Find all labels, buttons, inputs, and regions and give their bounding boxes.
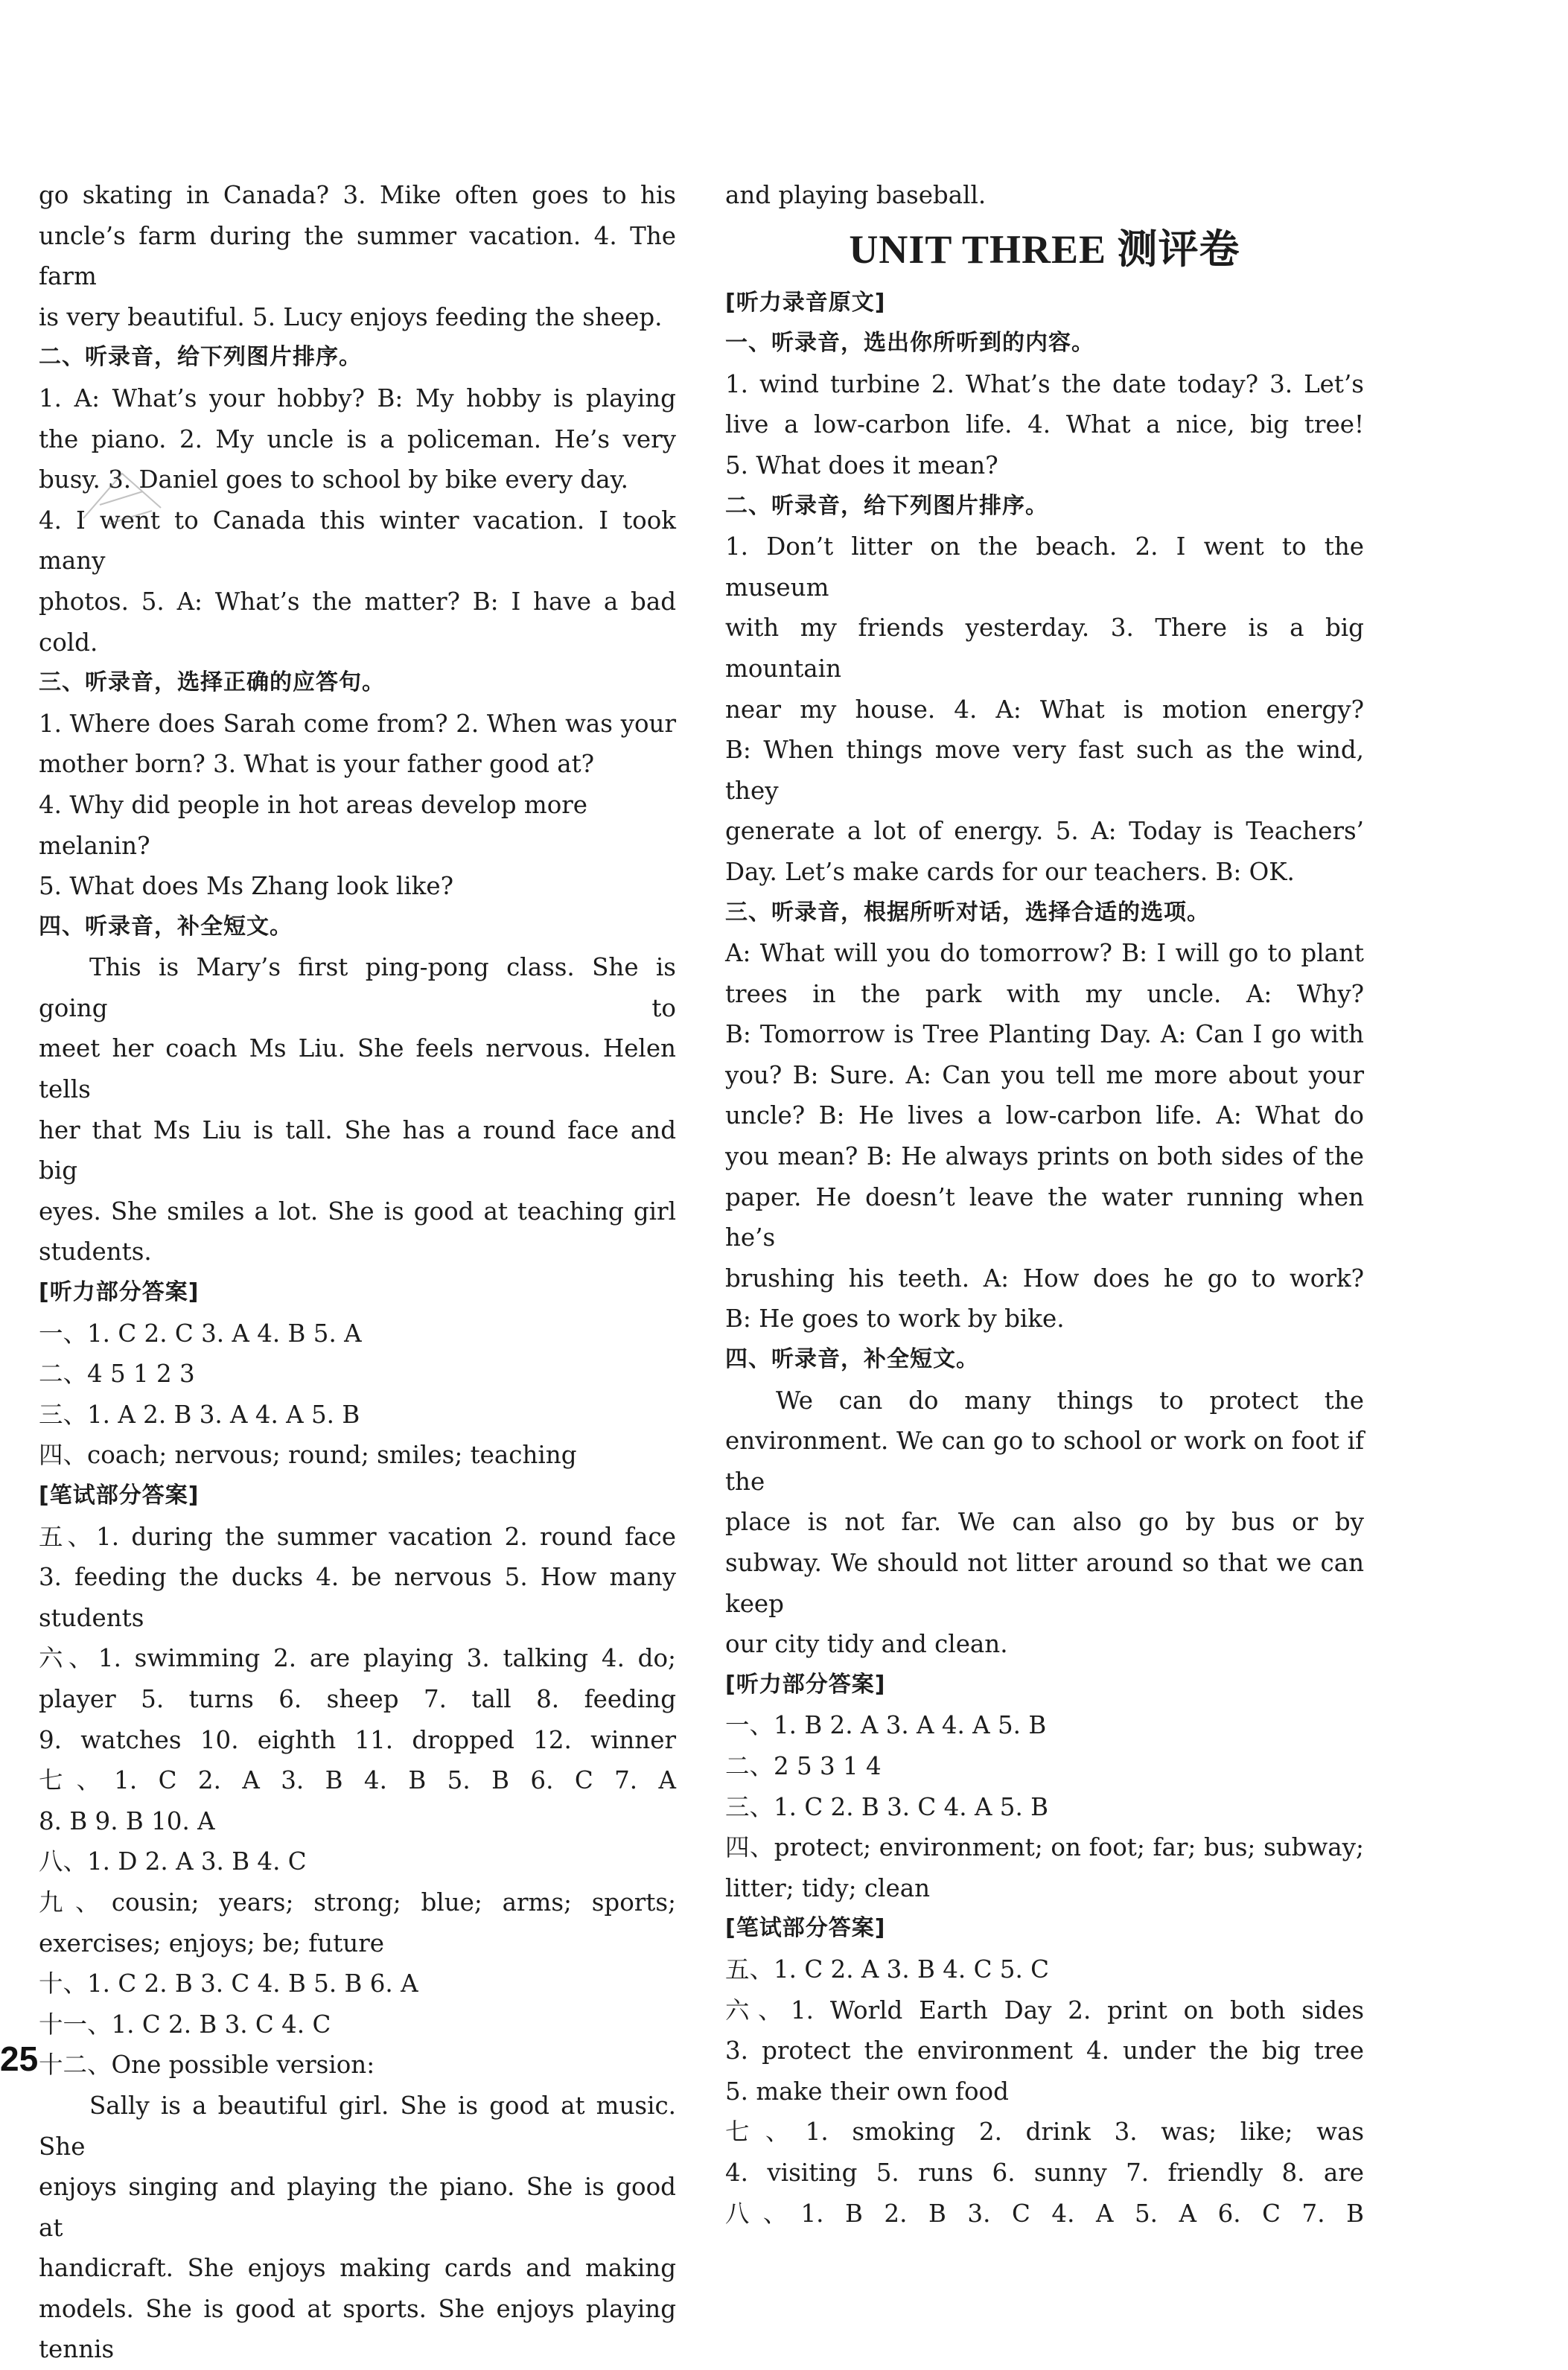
answer-line: 六、1. World Earth Day 2. print on both sides	[725, 1995, 1364, 2025]
section-heading: 一、听录音，选出你所听到的内容。	[725, 330, 1094, 357]
text-line: paper. He doesn’t leave the water running when he’s	[725, 1182, 1364, 1252]
answer-line: 4. visiting 5. runs 6. sunny 7. friendly 8. are	[725, 2158, 1364, 2187]
essay-line: models. She is good at sports. She enjoys playing tennis	[39, 2294, 676, 2364]
text-line: Day. Let’s make cards for our teachers. B: OK.	[725, 857, 1295, 886]
section-heading: 四、听录音，补全短文。	[39, 913, 293, 940]
text-line: our city tidy and clean.	[725, 1630, 1008, 1659]
answer-line: 9. watches 10. eighth 11. dropped 12. winner	[39, 1725, 676, 1754]
answer-line: player 5. turns 6. sheep 7. tall 8. feeding	[39, 1684, 676, 1713]
text-line: subway. We should not litter around so that we can keep	[725, 1549, 1364, 1618]
text-line: brushing his teeth. A: How does he go to work?	[725, 1264, 1364, 1293]
text-line: We can do many things to protect the	[776, 1386, 1364, 1415]
essay-line: enjoys singing and playing the piano. She is good at	[39, 2173, 676, 2242]
text-line: busy. 3. Daniel goes to school by bike every day.	[39, 465, 628, 494]
answer-line: 七、1. C 2. A 3. B 4. B 5. B 6. C 7. A	[39, 1766, 676, 1795]
section-heading: 二、听录音，给下列图片排序。	[725, 492, 1048, 519]
essay-line: handicraft. She enjoys making cards and making	[39, 2254, 676, 2283]
text-line: B: When things move very fast such as the wind, they	[725, 736, 1364, 805]
text-line: meet her coach Ms Liu. She feels nervous. Helen tells	[39, 1034, 676, 1104]
answer-line: 四、protect; environment; on foot; far; bus; subway;	[725, 1833, 1364, 1862]
text-line: her that Ms Liu is tall. She has a round face and big	[39, 1115, 676, 1185]
answer-line: 二、2 5 3 1 4	[725, 1751, 882, 1780]
text-line: near my house. 4. A: What is motion energy?	[725, 695, 1364, 724]
answer-line: 八、1. B 2. B 3. C 4. A 5. A 6. C 7. B	[725, 2199, 1364, 2228]
section-heading: 四、听录音，补全短文。	[725, 1346, 979, 1373]
right-column	[725, 175, 1364, 2234]
text-line: you? B: Sure. A: Can you tell me more about your	[725, 1060, 1364, 1089]
text-line: the piano. 2. My uncle is a policeman. He’s very	[39, 424, 676, 453]
text-line: trees in the park with my uncle. A: Why?	[725, 979, 1364, 1008]
unit-title: UNIT THREE 测评卷	[849, 226, 1240, 272]
answer-line: 3. protect the environment 4. under the big tree	[725, 2036, 1364, 2065]
text-line: environment. We can go to school or work on foot if the	[725, 1427, 1364, 1496]
page-number: 25	[0, 2039, 39, 2078]
answer-line: 五、1. C 2. A 3. B 4. C 5. C	[725, 1955, 1049, 1984]
left-column	[39, 175, 676, 2370]
text-line: B: He goes to work by bike.	[725, 1305, 1065, 1334]
essay-line: Sally is a beautiful girl. She is good at music. She	[39, 2091, 676, 2161]
text-line: A: What will you do tomorrow? B: I will go to plant	[725, 939, 1364, 968]
text-line: 4. I went to Canada this winter vacation. I took many	[39, 506, 676, 576]
text-line: mother born? 3. What is your father good at?	[39, 750, 595, 779]
text-line: and playing baseball.	[725, 181, 987, 209]
answer-line: 五、1. during the summer vacation 2. round face	[39, 1522, 676, 1551]
text-line: generate a lot of energy. 5. A: Today is Teachers’	[725, 817, 1364, 846]
answer-line: 5. make their own food	[725, 2077, 1009, 2106]
answer-line: 七、1. smoking 2. drink 3. was; like; was	[725, 2118, 1364, 2147]
text-line: 5. What does it mean?	[725, 450, 998, 480]
answer-heading: [听力录音原文]	[725, 289, 886, 316]
answer-line: 十一、1. C 2. B 3. C 4. C	[39, 2010, 331, 2039]
answer-line: 三、1. A 2. B 3. A 4. A 5. B	[39, 1400, 360, 1429]
text-line: 4. Why did people in hot areas develop more melanin?	[39, 790, 588, 860]
answer-line: 九、cousin; years; strong; blue; arms; sports;	[39, 1888, 676, 1917]
text-line: B: Tomorrow is Tree Planting Day. A: Can I go with	[725, 1020, 1364, 1049]
answer-line: 8. B 9. B 10. A	[39, 1806, 215, 1835]
text-line: photos. 5. A: What’s the matter? B: I have a bad	[39, 587, 676, 616]
text-line: uncle’s farm during the summer vacation. 4. The farm	[39, 221, 676, 291]
text-line: with my friends yesterday. 3. There is a big mountain	[725, 614, 1364, 683]
answer-heading: [听力部分答案]	[39, 1279, 200, 1306]
text-line: 1. wind turbine 2. What’s the date today? 3. Let’s	[725, 369, 1364, 398]
text-line: uncle? B: He lives a low-carbon life. A: What do	[725, 1101, 1364, 1130]
text-line: students.	[39, 1237, 152, 1267]
text-line: place is not far. We can also go by bus or by	[725, 1508, 1364, 1537]
answer-line: students	[39, 1603, 144, 1632]
answer-line: 十、1. C 2. B 3. C 4. B 5. B 6. A	[39, 1969, 418, 1998]
answer-heading: [笔试部分答案]	[39, 1482, 200, 1509]
section-heading: 二、听录音，给下列图片排序。	[39, 344, 362, 371]
section-heading: 三、听录音，根据所听对话，选择合适的选项。	[725, 899, 1210, 926]
answer-line: exercises; enjoys; be; future	[39, 1928, 384, 1958]
text-line: This is Mary’s first ping-pong class. She is going to	[39, 953, 676, 1022]
text-line: eyes. She smiles a lot. She is good at teaching girl	[39, 1197, 676, 1226]
text-line: is very beautiful. 5. Lucy enjoys feeding the sheep.	[39, 302, 663, 331]
answer-heading: [笔试部分答案]	[725, 1915, 886, 1942]
answer-line: 三、1. C 2. B 3. C 4. A 5. B	[725, 1792, 1048, 1821]
answer-line: 3. feeding the ducks 4. be nervous 5. How many	[39, 1563, 676, 1592]
text-line: cold.	[39, 628, 98, 657]
text-line: 1. A: What’s your hobby? B: My hobby is playing	[39, 383, 676, 412]
answer-line: 四、coach; nervous; round; smiles; teaching	[39, 1441, 577, 1470]
answer-line: 一、1. B 2. A 3. A 4. A 5. B	[725, 1711, 1047, 1740]
answer-line: 十二、One possible version:	[39, 2051, 375, 2080]
text-line: 5. What does Ms Zhang look like?	[39, 872, 453, 901]
answer-line: 二、4 5 1 2 3	[39, 1360, 195, 1389]
answer-heading: [听力部分答案]	[725, 1671, 886, 1698]
text-line: you mean? B: He always prints on both sides of the	[725, 1142, 1364, 1171]
answer-line: 一、1. C 2. C 3. A 4. B 5. A	[39, 1319, 362, 1348]
text-line: 1. Don’t litter on the beach. 2. I went to the museum	[725, 532, 1364, 602]
answer-line: 八、1. D 2. A 3. B 4. C	[39, 1847, 307, 1876]
text-line: go skating in Canada? 3. Mike often goes to his	[39, 181, 676, 209]
answer-line: litter; tidy; clean	[725, 1873, 930, 1902]
text-line: live a low-carbon life. 4. What a nice, big tree!	[725, 410, 1364, 439]
section-heading: 三、听录音，选择正确的应答句。	[39, 669, 385, 696]
answer-line: 六、1. swimming 2. are playing 3. talking 4. do;	[39, 1644, 676, 1673]
text-line: 1. Where does Sarah come from? 2. When was your	[39, 709, 676, 738]
